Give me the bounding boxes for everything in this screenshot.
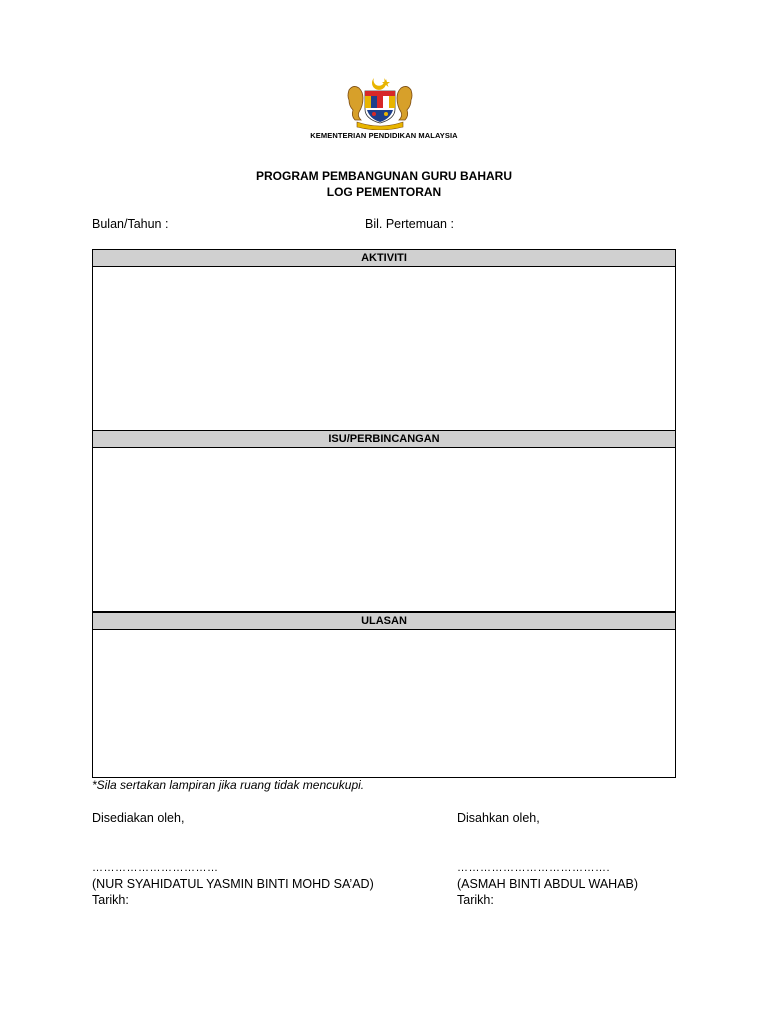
- ulasan-content[interactable]: [93, 630, 675, 777]
- approved-by-label: Disahkan oleh,: [457, 811, 540, 825]
- approver-name: (ASMAH BINTI ABDUL WAHAB): [457, 877, 639, 891]
- aktiviti-header: AKTIVITI: [93, 250, 675, 267]
- signature-line: ……………………………: [92, 862, 219, 874]
- signature-block-right: [457, 810, 638, 908]
- date-label: Tarikh:: [457, 893, 494, 907]
- prepared-by-label: Disediakan oleh,: [92, 811, 185, 825]
- isu-header: ISU/PERBINCANGAN: [93, 431, 675, 448]
- bil-pertemuan-label: Bil. Pertemuan :: [365, 217, 454, 231]
- ulasan-header: ULASAN: [93, 612, 675, 630]
- document-subtitle: LOG PEMENTORAN: [326, 185, 442, 199]
- preparer-name: (NUR SYAHIDATUL YASMIN BINTI MOHD SA’AD): [92, 877, 374, 891]
- signature-block-left: [92, 810, 374, 908]
- bulan-tahun-label: Bulan/Tahun :: [92, 217, 169, 231]
- attachment-note: *Sila sertakan lampiran jika ruang tidak mencukupi.: [92, 778, 365, 792]
- log-table: [92, 249, 676, 778]
- ministry-name: KEMENTERIAN PENDIDIKAN MALAYSIA: [310, 131, 458, 140]
- signature-line: ………………………………….: [457, 862, 611, 874]
- isu-content[interactable]: [93, 448, 675, 612]
- document-title: PROGRAM PEMBANGUNAN GURU BAHARU: [256, 169, 512, 183]
- date-label: Tarikh:: [92, 893, 129, 907]
- coat-of-arms-logo: [343, 76, 417, 130]
- aktiviti-content[interactable]: [93, 267, 675, 431]
